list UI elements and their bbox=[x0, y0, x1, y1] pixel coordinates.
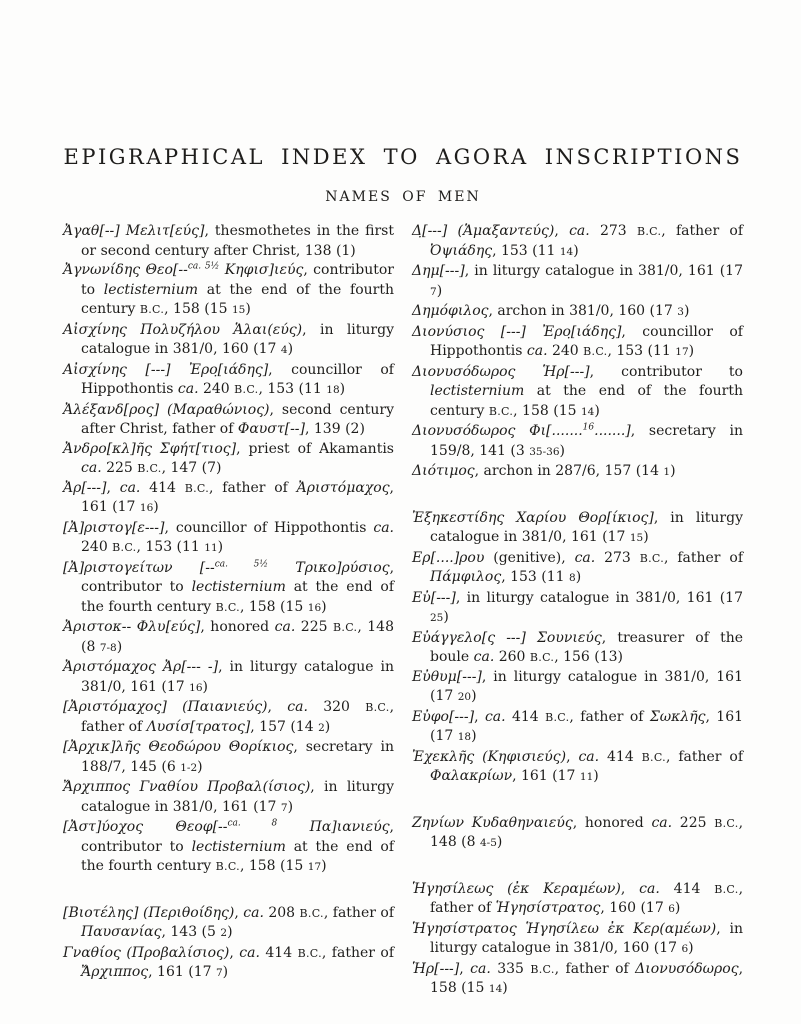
greek-text: Φαυστ[--] bbox=[237, 421, 305, 437]
italic-text: lectisternium bbox=[191, 579, 286, 595]
greek-text: Ερ[....]ρου bbox=[412, 549, 485, 566]
entry-group bbox=[412, 814, 743, 854]
line-number: 25 bbox=[430, 612, 444, 624]
index-entry: [Βιοτέλης] (Περιθοίδης), ca. 208 B.C., father of Παυσανίας, 143 (5 2) bbox=[63, 904, 394, 940]
greek-text: Ἀγαθ[--] Μελιτ[εύς] bbox=[63, 223, 205, 239]
index-entry: Εὐάγγελο[ς ---] Σουνιεύς, treasurer of the boule ca. 260 B.C., 156 (13) bbox=[412, 629, 743, 665]
line-number: 4-5 bbox=[480, 837, 497, 849]
italic-text: ca. bbox=[119, 479, 141, 496]
abbrev-bc: B.C. bbox=[215, 600, 240, 614]
abbrev-bc: B.C. bbox=[641, 750, 666, 764]
italic-text: lectisternium bbox=[430, 383, 525, 399]
line-number: 1-2 bbox=[180, 761, 198, 774]
column-left bbox=[63, 222, 394, 1000]
italic-text: ca. bbox=[574, 549, 596, 566]
greek-text: .......] bbox=[594, 423, 631, 439]
abbrev-bc: B.C. bbox=[530, 962, 555, 976]
superscript-note: ca. 5½ bbox=[214, 558, 269, 569]
greek-text: [Ἀ]ριστογείτων [-- bbox=[63, 559, 215, 576]
index-entry: Ἀρ[---], ca. 414 B.C., father of Ἀριστόμαχος, 161 (17 16) bbox=[63, 479, 394, 515]
index-entry: Διονυσόδωρος Ἡρ[---], contributor to lectisternium at the end of the fourth century B.C., 158 (15 14) bbox=[412, 363, 743, 419]
greek-text: Εὐθυμ[---] bbox=[412, 668, 482, 685]
greek-text: Λυσίσ[τρατος] bbox=[146, 718, 251, 735]
italic-text: ca. bbox=[177, 381, 199, 397]
greek-text: Ἀγνωνίδης Θεο[-- bbox=[63, 262, 188, 278]
italic-text: ca. bbox=[287, 699, 308, 715]
line-number: 18 bbox=[457, 731, 472, 743]
greek-text: Ἀριστόμαχος Ἀρ[--- -] bbox=[63, 659, 219, 675]
index-entry: Γναθίος (Προβαλίσιος), ca. 414 B.C., father of Ἄρχιππος, 161 (17 7) bbox=[63, 944, 395, 980]
line-number: 1 bbox=[663, 466, 671, 478]
greek-text: Ἡγησίστρατος bbox=[495, 900, 601, 916]
entry-group bbox=[412, 509, 743, 788]
entry-group bbox=[412, 880, 743, 1000]
column-right bbox=[412, 222, 743, 1000]
index-entry: Ἡγησίλεως (ἐκ Κεραμέων), ca. 414 B.C., father of Ἡγησίστρατος, 160 (17 6) bbox=[412, 880, 744, 916]
greek-text: Ἡρ[---] bbox=[412, 960, 460, 977]
index-entry: Ἀλέξανδ[ρος] (Μαραθώνιος), second century after Christ, father of Φαυστ[--], 139 (2) bbox=[63, 401, 394, 437]
line-number: 11 bbox=[579, 771, 594, 783]
greek-text: Δημ[---] bbox=[412, 263, 465, 279]
index-entry: Ἐξηκεστίδης Χαρίου Θορ[ίκιος], in liturgy catalogue in 381/0, 161 (17 15) bbox=[412, 509, 743, 545]
abbrev-bc: B.C. bbox=[234, 383, 259, 396]
line-number: 17 bbox=[307, 861, 322, 873]
line-number: 4 bbox=[280, 344, 288, 356]
index-entry: Αἰσχίνης Πολυζήλου Ἁλαι(εύς), in liturgy catalogue in 381/0, 160 (17 4) bbox=[63, 321, 394, 357]
greek-text: Γναθίος (Προβαλίσιος) bbox=[63, 944, 230, 961]
greek-text: Ἀριστοκ-- Φλυ[εύς] bbox=[63, 619, 201, 635]
index-entry: Εὐ[---], in liturgy catalogue in 381/0, 161 (17 25) bbox=[412, 589, 743, 625]
index-entry: Αἰσχίνης [---] Ἐρο̣[ιάδης], councillor of Hippothontis ca. 240 B.C., 153 (11 18) bbox=[63, 361, 394, 397]
abbrev-bc: B.C. bbox=[184, 481, 210, 495]
line-number: 15 bbox=[629, 532, 644, 544]
abbrev-bc: B.C. bbox=[583, 345, 608, 358]
abbrev-bc: B.C. bbox=[529, 651, 555, 664]
italic-text: ca. bbox=[526, 343, 548, 359]
index-entry: Ἀριστοκ-- Φλυ[εύς], honored ca. 225 B.C., 148 (8 7-8) bbox=[63, 619, 394, 655]
greek-text: Εὐφο[---] bbox=[412, 708, 475, 725]
line-number: 16 bbox=[307, 601, 322, 614]
entry-group bbox=[63, 904, 394, 984]
italic-text: lectisternium bbox=[103, 281, 199, 298]
index-entry: Δημόφιλος, archon in 381/0, 160 (17 3) bbox=[412, 303, 690, 319]
abbrev-bc: B.C. bbox=[215, 860, 240, 873]
abbrev-bc: B.C. bbox=[636, 225, 662, 238]
abbrev-bc: B.C. bbox=[714, 816, 739, 830]
italic-text: ca. bbox=[243, 904, 264, 921]
greek-text: Εὐάγγελο[ς ---] Σουνιεύς bbox=[412, 629, 602, 646]
italic-text: lectisternium bbox=[191, 838, 286, 855]
index-entry: Εὐφο[---], ca. 414 B.C., father of Σωκλῆς, 161 (17 18) bbox=[412, 708, 744, 744]
greek-text: Ἀλέξανδ[ρος] (Μαραθώνιος) bbox=[63, 401, 270, 418]
entry-group bbox=[412, 222, 743, 483]
greek-text: Φαλακρίων bbox=[430, 768, 513, 784]
greek-text: Πάμφιλος bbox=[430, 569, 502, 585]
line-number: 2 bbox=[220, 927, 228, 939]
entry-group bbox=[63, 222, 394, 878]
greek-text: Ἀριστόμαχος bbox=[296, 479, 390, 496]
abbrev-bc: B.C. bbox=[137, 462, 162, 475]
greek-text: Ὀψιάδης bbox=[430, 242, 493, 259]
greek-text: Σωκλῆς bbox=[649, 708, 706, 725]
greek-text: Ἐχεκλῆς (Κηφισιεύς) bbox=[412, 748, 567, 765]
index-entry: Ζηνίων Κυδαθηναιεύς, honored ca. 225 B.C., 148 (8 4-5) bbox=[412, 814, 744, 850]
greek-text: Διονυσόδωρος bbox=[635, 960, 739, 977]
greek-text: Ἡγησίλεως (ἐκ Κεραμέων) bbox=[412, 880, 621, 897]
index-entry: Εὐθυμ[---], in liturgy catalogue in 381/0, 161 (17 20) bbox=[412, 668, 743, 704]
greek-text: [Ἀριστόμαχος] (Παιανιεύς) bbox=[63, 699, 268, 715]
italic-text: ca. bbox=[651, 814, 673, 831]
index-entry: Ἀνδρο[κλ]ῆς Σφήτ[τιος], priest of Akamantis ca. 225 B.C., 147 (7) bbox=[63, 440, 394, 476]
abbrev-bc: B.C. bbox=[297, 946, 322, 960]
line-number: 16 bbox=[139, 502, 154, 514]
greek-text: Κηφισ]ιεύς bbox=[219, 262, 304, 278]
greek-text: Ἄρχιππος Γναθίου Προβαλ(ίσιος) bbox=[63, 779, 311, 795]
greek-text: Δημόφιλος bbox=[412, 303, 489, 319]
abbrev-bc: B.C. bbox=[488, 404, 514, 418]
abbrev-bc: B.C. bbox=[299, 906, 324, 920]
line-number: 7 bbox=[215, 967, 223, 979]
section-subtitle: NAMES OF MEN bbox=[325, 189, 481, 205]
superscript-note: ca. 8 bbox=[227, 818, 278, 829]
greek-text: Δ̣[---] (Ἁμαξαντεύς) bbox=[412, 223, 555, 239]
greek-text: [Ἀ]ριστογ[ε---] bbox=[63, 519, 165, 536]
italic-text: ca. bbox=[239, 944, 260, 961]
line-number: 14 bbox=[559, 245, 574, 258]
greek-text: Ἄρχιππος bbox=[81, 964, 149, 980]
abbrev-bc: B.C. bbox=[333, 621, 358, 634]
italic-text: ca. bbox=[569, 223, 590, 239]
greek-text: [Ἀστ]ύοχος Θεοφ[-- bbox=[63, 819, 228, 835]
greek-text: Εὐ[---] bbox=[412, 589, 456, 606]
greek-text: Τρικο]ρύσιος bbox=[268, 559, 390, 576]
abbrev-bc: B.C. bbox=[112, 541, 137, 554]
greek-text: Ἀρ[---] bbox=[63, 479, 107, 496]
italic-text: ca. bbox=[484, 708, 506, 725]
index-entry: [Ἀρχικ]λῆς Θεοδώρου Θορίκιος, secretary in 188/7, 145 (6 1-2) bbox=[63, 739, 394, 775]
index-entry: Ἀγνωνίδης Θεο[--$^{ca. 5\frac{1}{2}}$ Κηφισ]ιεύς, contributor to lectisternium at the end of the fourth century B.C., 158 (15 15) bbox=[63, 261, 394, 317]
index-entry: Ερ[....]ρου (genitive), ca. 273 B.C., father of Πάμφιλος, 153 (11 8) bbox=[412, 549, 743, 585]
line-number: 11 bbox=[204, 542, 218, 554]
index-entry: [Ἀ]ριστογείτων [--$^{ca. 5\frac{1}{2}}$ Τρικο]ρύσιος, contributor to lectisternium at the end of the fourth century B.C., 158 (15 16) bbox=[63, 558, 395, 615]
index-columns bbox=[63, 222, 743, 1000]
greek-text: Διονύσιος [---] Ἐρο̣[ιάδης] bbox=[412, 323, 622, 340]
line-number: 6 bbox=[668, 903, 675, 915]
line-number: 14 bbox=[488, 983, 503, 995]
index-entry: [Ἀ]ριστογ[ε---], councillor of Hippothontis ca. 240 B.C., 153 (11 11) bbox=[63, 519, 394, 555]
line-number: 35-36 bbox=[529, 445, 560, 458]
italic-text: ca. bbox=[578, 748, 600, 765]
italic-text: ca. bbox=[274, 619, 296, 635]
greek-text: [Ἀρχικ]λῆς Θεοδώρου Θορίκιος bbox=[63, 739, 294, 755]
abbrev-bc: B.C. bbox=[639, 551, 665, 565]
index-entry: Διονύσιος [---] Ἐρο̣[ιάδης], councillor of Hippothontis ca. 240 B.C., 153 (11 17) bbox=[412, 323, 743, 359]
greek-text: Διότιμος bbox=[412, 463, 475, 479]
line-number: 18 bbox=[326, 384, 340, 396]
italic-text: ca. bbox=[81, 460, 102, 476]
greek-text: Ἀνδρο[κλ]ῆς Σφήτ[τιος] bbox=[63, 440, 237, 457]
greek-text: Ζηνίων Κυδαθηναιεύς bbox=[412, 814, 573, 831]
line-number: 7 bbox=[280, 801, 288, 814]
italic-text: ca. bbox=[373, 519, 394, 536]
greek-text: Παυσανίας bbox=[81, 924, 162, 940]
line-number: 16 bbox=[189, 681, 203, 694]
greek-text: Αἰσχίνης [---] Ἐρο̣[ιάδης] bbox=[63, 361, 269, 378]
abbrev-bc: B.C. bbox=[139, 303, 165, 316]
superscript-note: 16 bbox=[582, 422, 595, 433]
index-entry: Ἡγησίστρατος Ἡγησίλεω ἐκ Κερ(αμέων), in liturgy catalogue in 381/0, 160 (17 6) bbox=[412, 920, 743, 956]
index-entry: Ἀριστόμαχος Ἀρ[--- -], in liturgy catalogue in 381/0, 161 (17 16) bbox=[63, 659, 395, 695]
greek-text: Ἐξηκεστίδης Χαρίου Θορ[ίκιος] bbox=[412, 509, 654, 526]
italic-text: ca. bbox=[470, 960, 491, 977]
italic-text: ca. bbox=[473, 649, 495, 665]
greek-text: Διονυσόδωρος Φι[....... bbox=[412, 423, 583, 439]
abbrev-bc: B.C. bbox=[714, 882, 739, 896]
index-entry: [Ἀστ]ύοχος Θεοφ[--$^{ca. 8}$ Πα]ιανιεύς, contributor to lectisternium at the end of the fourth century B.C., 158 (15 17) bbox=[63, 818, 395, 874]
line-number: 2 bbox=[318, 721, 325, 734]
index-entry: Διότιμος, archon in 287/6, 157 (14 1) bbox=[412, 463, 676, 479]
line-number: 15 bbox=[231, 304, 246, 316]
line-number: 8 bbox=[569, 572, 576, 584]
index-entry: Ἄρχιππος Γναθίου Προβαλ(ίσιος), in liturgy catalogue in 381/0, 161 (17 7) bbox=[63, 779, 394, 815]
line-number: 20 bbox=[457, 691, 472, 703]
line-number: 6 bbox=[681, 943, 689, 955]
index-entry: Διονυσόδωρος Φι[.......$^{16}$.......], secretary in 159/8, 141 (3 35-36) bbox=[412, 422, 743, 459]
line-number: 17 bbox=[675, 346, 689, 358]
abbrev-bc: B.C. bbox=[545, 710, 570, 724]
superscript-note: ca. 5½ bbox=[187, 261, 220, 272]
greek-text: Πα]ιανιεύς bbox=[277, 819, 390, 835]
page-title: EPIGRAPHICAL INDEX TO AGORA INSCRIPTIONS bbox=[63, 145, 743, 169]
abbrev-bc: B.C. bbox=[365, 701, 390, 714]
line-number: 14 bbox=[580, 405, 595, 418]
line-number: 7 bbox=[430, 285, 437, 298]
index-entry: Δημ[---], in liturgy catalogue in 381/0, 161 (17 7) bbox=[412, 263, 743, 299]
index-entry: Ἡρ[---], ca. 335 B.C., father of Διονυσόδωρος, 158 (15 14) bbox=[412, 960, 744, 996]
index-entry: Ἀγαθ[--] Μελιτ[εύς], thesmothetes in the first or second century after Christ, 138 (1) bbox=[63, 223, 394, 259]
greek-text: [Βιοτέλης] (Περιθοίδης) bbox=[63, 904, 235, 921]
line-number: 7-8 bbox=[99, 641, 117, 654]
index-entry: Ἐχεκλῆς (Κηφισιεύς), ca. 414 B.C., father of Φαλακρίων, 161 (17 11) bbox=[412, 748, 743, 784]
italic-text: ca. bbox=[639, 880, 660, 897]
greek-text: Ἡγησίστρατος Ἡγησίλεω ἐκ Κερ(αμέων) bbox=[412, 920, 717, 937]
greek-text: Διονυσόδωρος Ἡρ[---] bbox=[412, 363, 590, 380]
index-entry: Δ̣[---] (Ἁμαξαντεύς), ca. 273 B.C., father of Ὀψιάδης, 153 (11 14) bbox=[412, 223, 744, 259]
index-entry: [Ἀριστόμαχος] (Παιανιεύς), ca. 320 B.C., father of Λυσίσ[τρατος], 157 (14 2) bbox=[63, 699, 395, 735]
greek-text: Αἰσχίνης Πολυζήλου Ἁλαι(εύς) bbox=[63, 321, 303, 338]
line-number: 3 bbox=[677, 306, 684, 318]
